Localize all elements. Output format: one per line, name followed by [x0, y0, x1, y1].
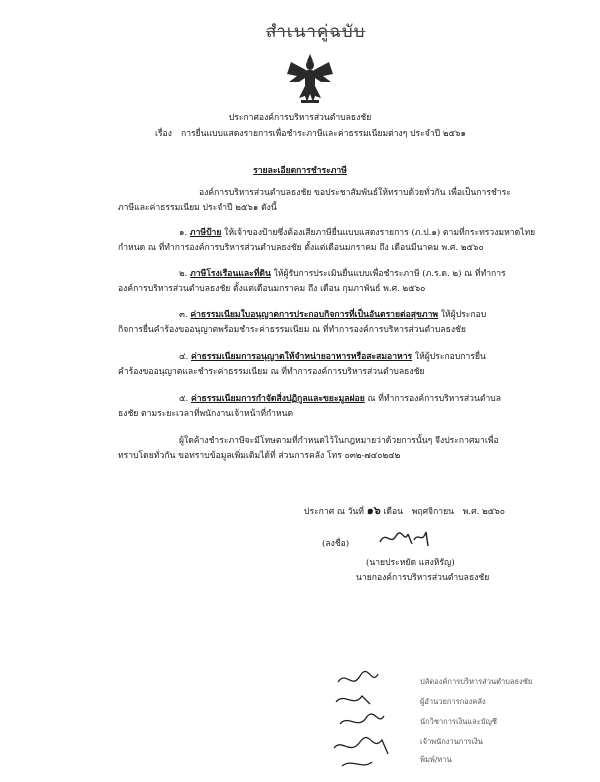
- handwritten-signature: [378, 526, 438, 550]
- footer-note-3: นักวิชาการเงินและบัญชี: [420, 717, 498, 726]
- footer-note-4: เจ้าพนักงานการเงิน: [420, 737, 483, 746]
- announce-day: ๑๖: [366, 504, 381, 517]
- announce-month-label: เดือน: [383, 507, 403, 517]
- intro-line-1: องค์การบริหารส่วนตำบลธงชัย ขอประชาสัมพันธ์ให้ทราบด้วยทั่วกัน เพื่อเป็นการชำระ: [199, 188, 511, 198]
- garuda-emblem-icon: [283, 52, 337, 106]
- copy-stamp: สำเนาคู่ฉบับ: [266, 22, 366, 41]
- item-5-text: ณ ที่ทำการองค์การบริหารส่วนตำบล: [367, 394, 501, 404]
- item-2-number: ๒.: [179, 269, 188, 279]
- item-4-heading: ค่าธรรมเนียมการอนุญาตให้จำหน่ายอาหารหรือสะสมอาหาร: [190, 352, 413, 362]
- item-4-line-2: คำร้องขออนุญาตและชำระค่าธรรมเนียม ณ ที่ทำการองค์การบริหารส่วนตำบลธงชัย: [118, 367, 425, 377]
- document-title: ประกาศองค์การบริหารส่วนตำบลธงชัย: [228, 113, 372, 123]
- announce-date: [304, 505, 505, 518]
- item-5-number: ๕.: [179, 394, 189, 404]
- item-2-line-1: [179, 270, 506, 280]
- announce-month: พฤศจิกายน: [411, 507, 455, 517]
- subject-label: เรื่อง: [155, 129, 172, 139]
- announce-prefix: ประกาศ ณ วันที่: [304, 507, 364, 517]
- intro-line-2: ภาษีและค่าธรรมเนียม ประจำปี ๒๕๖๑ ดังนี้: [118, 203, 277, 213]
- footer-note-5: พิมพ์/ทาน: [420, 755, 452, 764]
- announce-year: พ.ศ. ๒๕๖๐: [462, 507, 505, 517]
- footer-note-2: ผู้อำนวยการกองคลัง: [420, 697, 486, 706]
- item-3-line-2: กิจการยื่นคำร้องขออนุญาตพร้อมชำระค่าธรรมเนียม ณ ที่ทำการองค์การบริหารส่วนตำบลธงชัย: [118, 325, 466, 335]
- item-3-heading: ค่าธรรมเนียมใบอนุญาตการประกอบกิจการที่เป็นอันตรายต่อสุขภาพ: [190, 310, 439, 320]
- section-title: รายละเอียดการชำระภาษี: [253, 166, 347, 176]
- item-1-number: ๑.: [179, 228, 188, 238]
- item-3-text: ให้ผู้ประกอบ: [440, 310, 487, 320]
- item-4-number: ๔.: [179, 352, 189, 362]
- item-1-heading: ภาษีป้าย: [189, 228, 222, 238]
- item-1-line-1: [179, 229, 535, 239]
- item-3-number: ๓.: [179, 310, 188, 320]
- item-5-line-1: [179, 395, 501, 405]
- closing-line-2: ทราบโดยทั่วกัน ขอทราบข้อมูลเพิ่มเติมได้ที่ ส่วนการคลัง โทร ๐๓๒-๗๔๐๒๔๒: [118, 451, 401, 461]
- item-2-line-2: องค์การบริหารส่วนตำบลธงชัย ตั้งแต่เดือนมกราคม ถึง เดือน กุมภาพันธ์ พ.ศ. ๒๕๖๐: [118, 284, 426, 294]
- item-1-line-2: กำหนด ณ ที่ทำการองค์การบริหารส่วนตำบลธงชัย ตั้งแต่เดือนมกราคม ถึง เดือนมีนาคม พ.ศ. ๒๕๖๐: [118, 243, 484, 253]
- item-5-line-2: ธงชัย ตามระยะเวลาที่พนักงานเจ้าหน้าที่กำหนด: [118, 409, 294, 419]
- item-2-heading: ภาษีโรงเรือนและที่ดิน: [190, 269, 271, 279]
- item-4-text: ให้ผู้ประกอบการยื่น: [414, 352, 486, 362]
- sign-label: (ลงชื่อ): [322, 539, 350, 549]
- item-4-line-1: [179, 353, 486, 363]
- signer-name: (นายประหยัด แสงหิรัญ): [366, 558, 455, 568]
- footer-note-1: ปลัดองค์การบริหารส่วนตำบลธงชัย: [420, 677, 533, 686]
- item-2-text: ให้ผู้รับการประเมินยื่นแบบเพื่อชำระภาษี (ภ.ร.ด. ๒) ณ ที่ทำการ: [273, 269, 506, 279]
- item-5-heading: ค่าธรรมเนียมการกำจัดสิ่งปฏิกูลและขยะมูลฝอย: [190, 394, 365, 404]
- item-1-text: ให้เจ้าของป้ายซึ่งต้องเสียภาษียื่นแบบแสดงรายการ (ภ.ป.๑) ตามที่กระทรวงมหาดไทย: [224, 228, 536, 238]
- signer-position: นายกองค์การบริหารส่วนตำบลธงชัย: [356, 573, 490, 583]
- subject-text: การยื่นแบบแสดงรายการเพื่อชำระภาษีและค่าธรรมเนียมต่างๆ ประจำปี ๒๕๖๑: [181, 129, 466, 139]
- item-3-line-1: [179, 311, 486, 321]
- closing-line-1: ผู้ใดค้างชำระภาษีจะมีโทษตามที่กำหนดไว้ในกฎหมายว่าด้วยการนั้นๆ จึงประกาศมาเพื่อ: [179, 436, 499, 446]
- initials-signatures: [332, 668, 422, 772]
